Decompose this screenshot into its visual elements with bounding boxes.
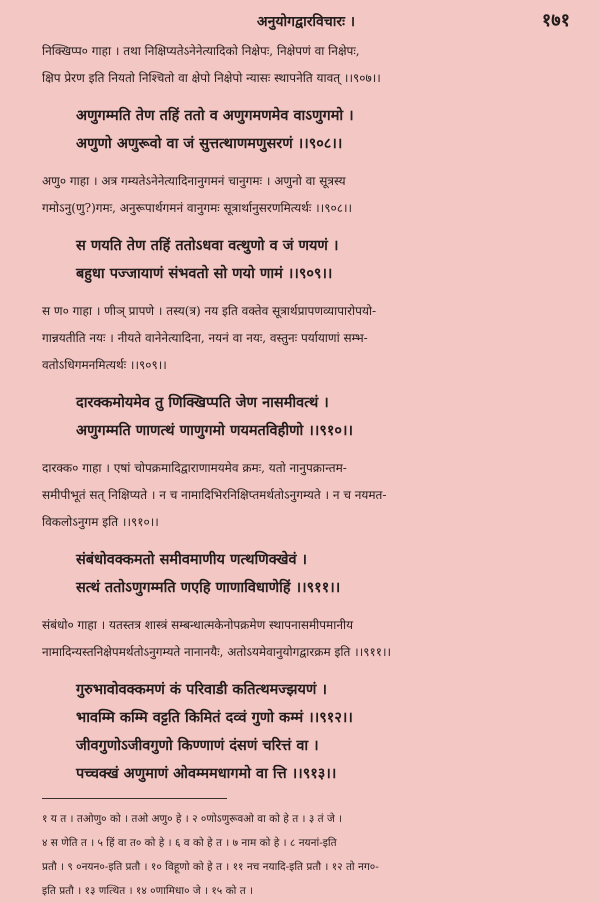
block-gap (42, 379, 570, 389)
verse-block (42, 676, 570, 788)
commentary-line: वतोऽधिगमनमित्यर्थः ।।९०९।। (42, 358, 167, 372)
verse-line: जीवगुणोऽजीवगुणो किण्णाणं दंसणं चरित्तं वा । (76, 737, 319, 754)
commentary-line: अणु० गाहा । अत्र गम्यतेऽनेनेत्यादिनानुगमनं चानुगमः । अणुनो वा सूत्रस्य (42, 174, 346, 188)
verse-line: बहुधा पज्जायाणं संभवतो सो णयो णामं ।।९०९।। (76, 265, 333, 282)
commentary-block (42, 298, 570, 379)
verse-line: संबंधोवक्कमतो समीवमाणीय णत्थणिक्खेवं । (76, 551, 308, 568)
footnote-line: इति प्रतौ । १३ णत्थित । १४ ०णामिधा० जे । १५ को त । (42, 885, 254, 897)
commentary-block (42, 168, 570, 222)
page-number: १७१ (541, 10, 570, 31)
verse-line: अणुगम्मति तेण तहिं ततो व अणुगमणमेव वाऽणुगमो । (76, 107, 354, 124)
verse-block (42, 102, 570, 158)
commentary-line: क्षिप प्रेरण इति नियतो निश्चितो वा क्षेपो निक्षेपो न्यासः स्थापनेति यावत् ।।९०७।। (42, 71, 381, 85)
footnote-line: १ य त । तओणु० को । तओ अणु० हे । २ ०णोऽणुरूवओ वा को हे त । ३ तं जे । (42, 813, 343, 825)
footnotes (42, 807, 570, 903)
commentary-line: दारक्क० गाहा । एषां चोपक्रमादिद्वाराणामयमेव क्रमः, यतो नानुपक्रान्तम- (42, 461, 347, 475)
main-text (42, 38, 570, 788)
block-gap (42, 445, 570, 455)
footnote-line: प्रतौ । ९ ०नयन०-इति प्रतौ । १० विहूणो को हे त । ११ नच नयादि-इति प्रतौ । १२ तो नग०- (42, 861, 379, 873)
verse-line: पच्चक्खं अणुमाणं ओवम्ममधागमो वा त्ति ।।९१३।। (76, 765, 337, 782)
commentary-line: नामादिन्यस्तनिक्षेपमर्थतोऽनुगम्यते नानानयैः, अतोऽयमेवानुयोगद्वारक्रम इति ।।९११।। (42, 645, 392, 659)
commentary-block (42, 38, 570, 92)
block-gap (42, 602, 570, 612)
commentary-line: स ण० गाहा । णीञ् प्रापणे । तस्य(त्र) नय इति वक्तेव सूत्रार्थप्रापणव्यापारोपयो- (42, 304, 377, 318)
verse-line: अणुगम्मति णाणत्थं णाणुगमो णयमतविहीणो ।।९१०।। (76, 422, 353, 439)
verse-block (42, 389, 570, 445)
block-gap (42, 288, 570, 298)
running-header (42, 0, 570, 38)
verse-line: अणुणो अणुरूवो वा जं सुत्तत्थाणमणुसरणं ।।९०८।। (76, 135, 343, 152)
verse-line: गुरुभावोवक्कमणं कं परिवाडी कतित्थमज्झयणं । (76, 681, 327, 698)
block-gap (42, 158, 570, 168)
commentary-line: संबंधो० गाहा । यतस्तत्र शास्त्रं सम्बन्धात्मकेनोपक्रमेण स्थापनासमीपमानीय (42, 618, 354, 632)
footnote-line: ४ स णेति त । ५ हिं वा त० को हे । ६ व को हे त । ७ नाम को हे । ८ नयनां-इति (42, 837, 337, 849)
commentary-line: निक्खिप्प० गाहा । तथा निक्षिप्यतेऽनेनेत्यादिको निक्षेपः, निक्षेपणं वा निक्षेपः, (42, 44, 360, 58)
commentary-line: समीपीभूतं सत् निक्षिप्यते । न च नामादिभिरनिक्षिप्तमर्थतोऽनुगम्यते । न च नयमत- (42, 488, 387, 502)
block-gap (42, 536, 570, 546)
block-gap (42, 666, 570, 676)
block-gap (42, 92, 570, 102)
footnote-divider (42, 798, 227, 799)
verse-line: भावम्मि कम्मि वट्टति किमितं दव्वं गुणो कम्मं ।।९१२।। (76, 709, 353, 726)
block-gap (42, 222, 570, 232)
commentary-block (42, 612, 570, 666)
verse-block (42, 232, 570, 288)
commentary-line: विकलोऽनुगम इति ।।९१०।। (42, 515, 159, 529)
running-title: अनुयोगद्वारविचारः । (256, 14, 356, 30)
verse-line: दारक्कमोयमेव तु णिक्खिप्पति जेण नासमीवत्थं । (76, 394, 329, 411)
verse-block (42, 546, 570, 602)
commentary-line: गमोऽनु(णु?)गमः, अनुरूपार्थगमनं वानुगमः सूत्रार्थानुसरणमित्यर्थः ।।९०८।। (42, 201, 353, 215)
verse-line: स णयति तेण तहिं ततोऽधवा वत्थुणो व जं णयणं । (76, 237, 339, 254)
commentary-block (42, 455, 570, 536)
verse-line: सत्थं ततोऽणुगम्मति णएहि णाणाविधाणेहिं ।।९११।। (76, 579, 341, 596)
commentary-line: गान्नयतीति नयः । नीयते वानेनेत्यादिना, नयनं वा नयः, वस्तुनः पर्यायाणां सम्भ- (42, 331, 368, 345)
